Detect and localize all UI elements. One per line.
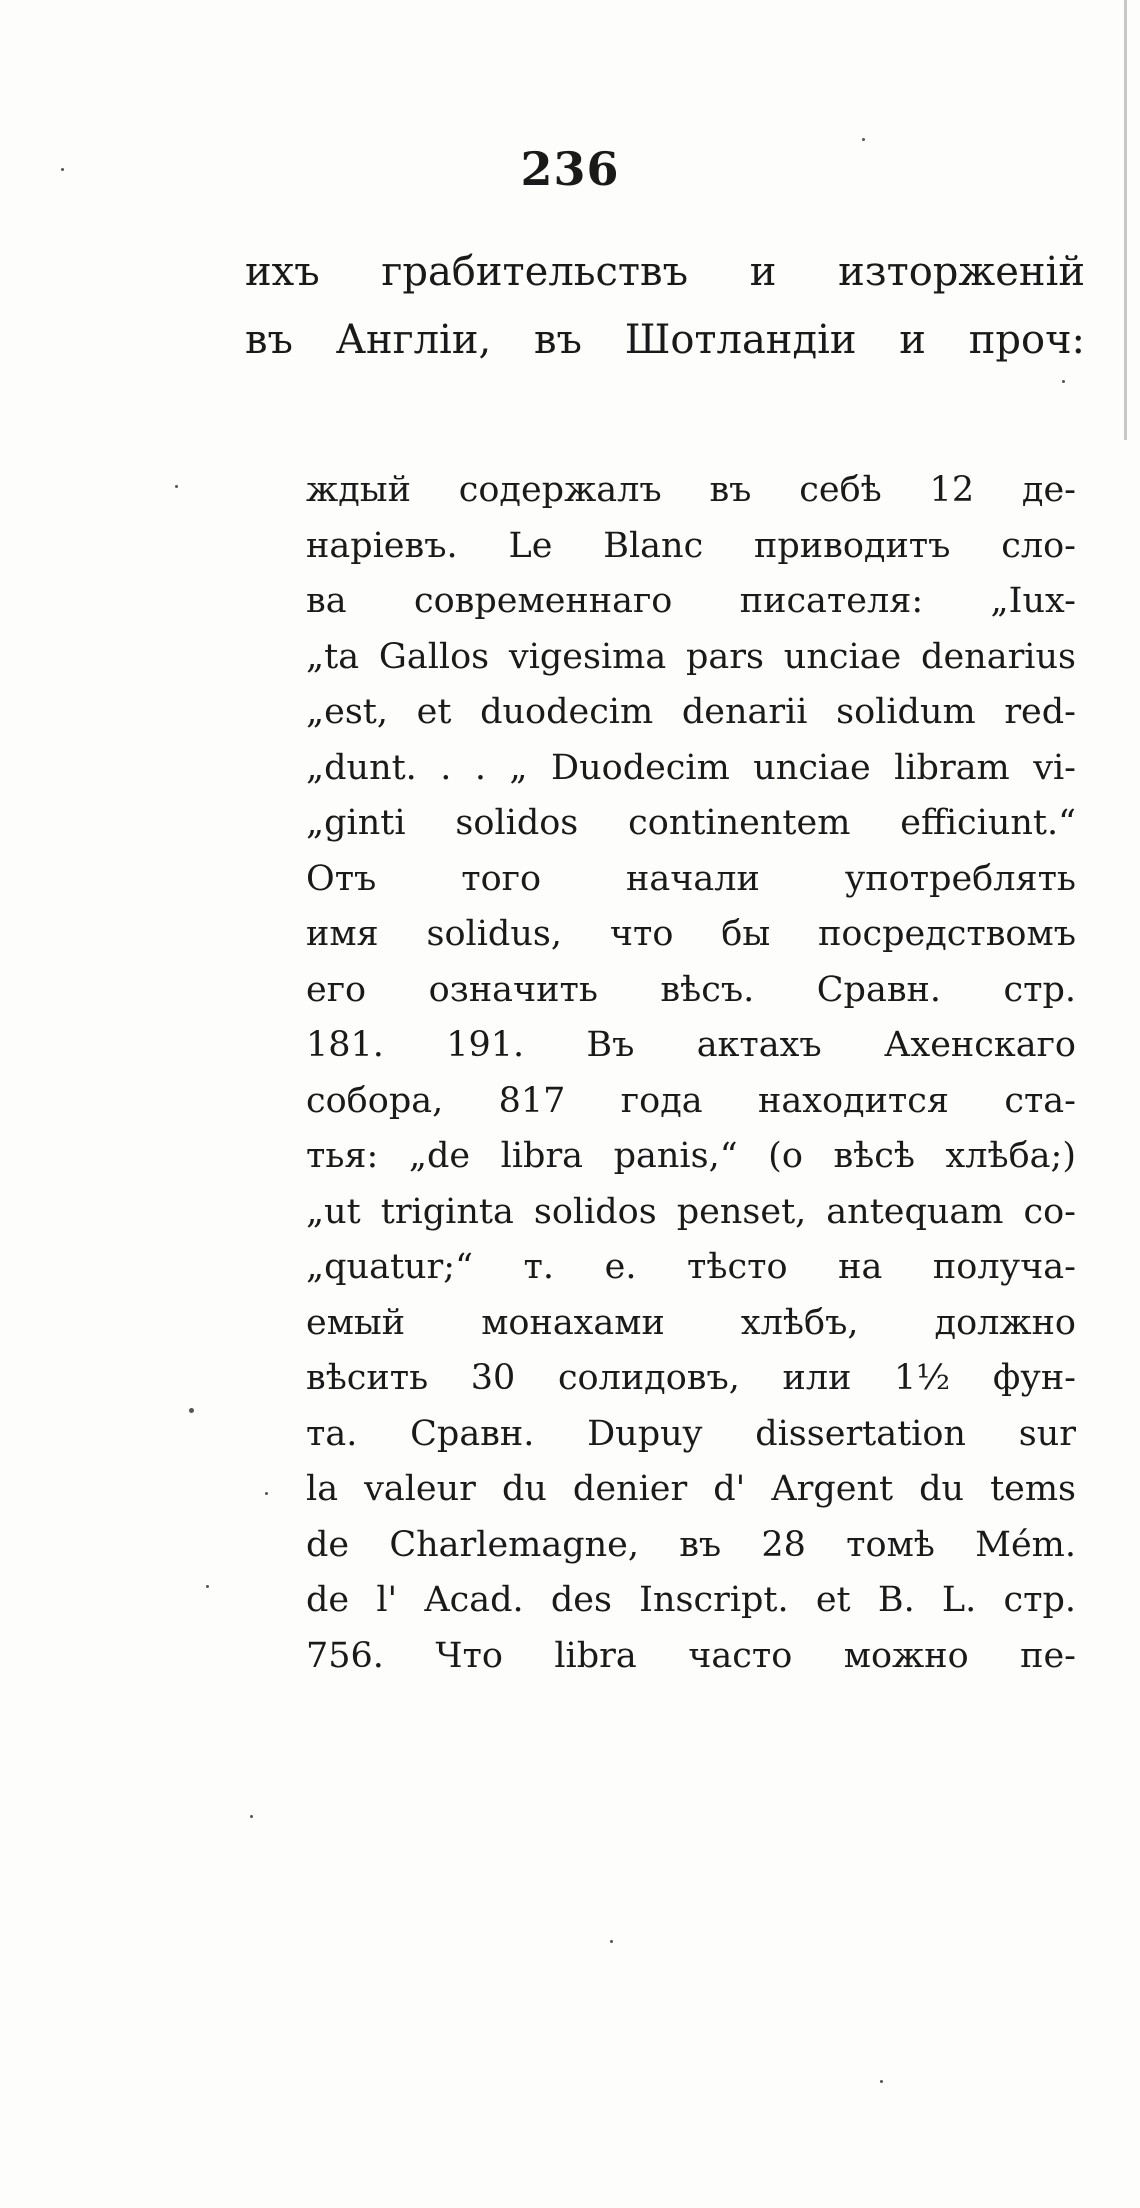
- text-line: ва современнаго писателя: „Iux-: [306, 581, 1076, 621]
- scan-speck: [1062, 380, 1065, 383]
- text-line: тья: „de libra panis,“ (о вѣсѣ хлѣба;): [306, 1136, 1076, 1176]
- text-line: Отъ того начали употреблять: [306, 858, 1076, 899]
- text-line: „ut triginta solidos penset, antequam co-: [306, 1191, 1076, 1232]
- page-edge-shadow: [1124, 0, 1127, 440]
- scan-speck: [265, 1492, 268, 1495]
- scan-speck: [61, 168, 64, 171]
- text-line: la valeur du denier d' Argent du tems: [306, 1469, 1076, 1509]
- scan-speck: [250, 1815, 253, 1818]
- text-line: 181. 191. Въ актахъ Ахенскаго: [306, 1025, 1076, 1065]
- footnote-text: [306, 463, 1076, 1684]
- text-line: вѣсить 30 солидовъ, или 1½ фун-: [306, 1358, 1076, 1398]
- text-line: „ginti solidos continentem efficiunt.“: [306, 803, 1076, 843]
- scan-speck: [880, 2080, 883, 2083]
- scan-speck: [610, 1940, 613, 1943]
- running-head-line: ихъ грабительствъ и изторженій: [245, 249, 1085, 295]
- text-line: „ta Gallos vigesima pars unciae denarius: [306, 636, 1076, 677]
- text-line: его означить вѣсъ. Сравн. стр.: [306, 969, 1076, 1010]
- text-line: имя solidus, что бы посредствомъ: [306, 914, 1076, 954]
- text-line: та. Сравн. Dupuy dissertation sur: [306, 1413, 1076, 1454]
- text-line: „est, et duodecim denarii solidum red-: [306, 692, 1076, 732]
- running-head-line: въ Англіи, въ Шотландіи и проч:: [245, 317, 1085, 363]
- page-number: 236: [520, 142, 620, 196]
- text-line: собора, 817 года находится ста-: [306, 1080, 1076, 1121]
- scan-speck: [175, 485, 178, 488]
- text-line: ждый содержалъ въ себѣ 12 де-: [306, 470, 1076, 510]
- text-line: 756. Что libra часто можно пе-: [306, 1635, 1076, 1676]
- running-head: [245, 238, 1085, 374]
- scan-speck: [862, 138, 865, 141]
- text-line: de l' Acad. des Inscript. et B. L. стр.: [306, 1580, 1076, 1620]
- scan-speck: [189, 1408, 194, 1413]
- text-line: „dunt. . . „ Duodecim unciae libram vi-: [306, 747, 1076, 788]
- scan-speck: [206, 1585, 209, 1588]
- text-line: наріевъ. Le Blanc приводитъ сло-: [306, 525, 1076, 566]
- text-line: емый монахами хлѣбъ, должно: [306, 1302, 1076, 1343]
- text-line: „quatur;“ т. е. тѣсто на получа-: [306, 1247, 1076, 1287]
- text-line: de Charlemagne, въ 28 томѣ Mém.: [306, 1524, 1076, 1565]
